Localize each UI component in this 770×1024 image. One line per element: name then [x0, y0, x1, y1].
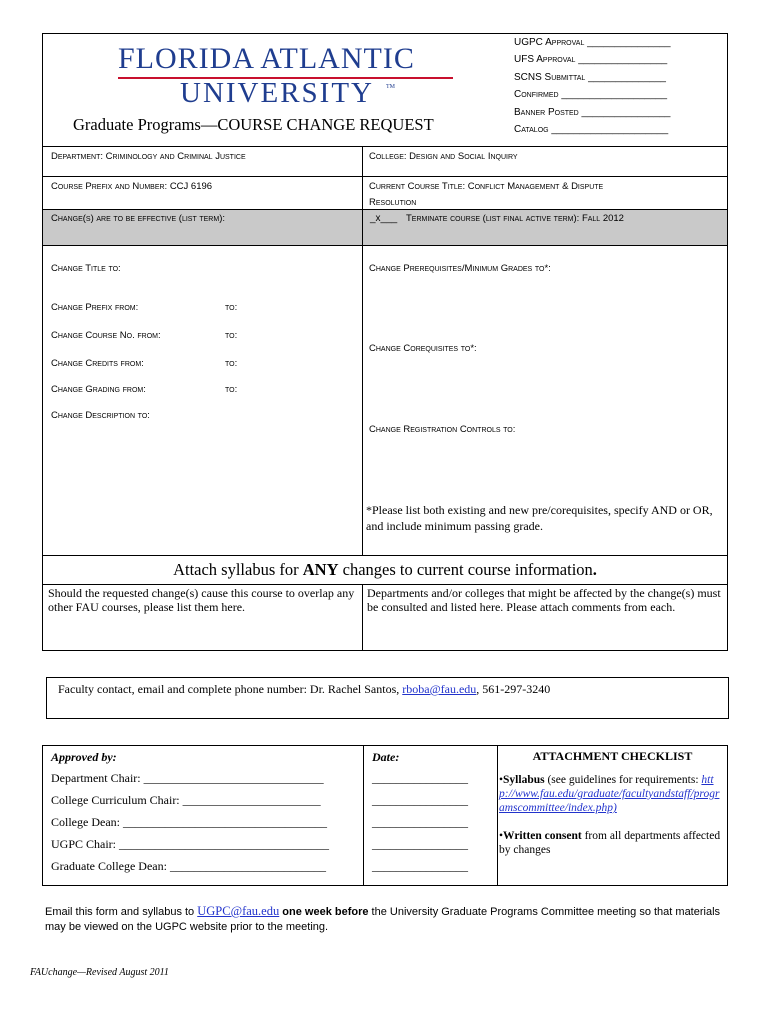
date-line-2: ________________: [372, 793, 468, 807]
checklist-cell: [497, 745, 728, 886]
date-label: Date:: [372, 750, 400, 764]
approval-scns: SCNS Submittal ______________: [514, 71, 666, 83]
date-line-5: ________________: [372, 859, 468, 873]
terminate-mark: _x___: [370, 213, 398, 224]
syllabus-text: [42, 560, 728, 580]
date-line-1: ________________: [372, 771, 468, 785]
checklist-consent-text: from all departments affected by changes: [499, 830, 721, 856]
syllabus-dot: .: [592, 560, 597, 579]
overlap-text: Should the requested change(s) cause this course to overlap any other FAU courses, please list them here.: [48, 586, 355, 614]
syllabus-post: changes to current course information: [338, 560, 593, 579]
change-prereq-label: Change Prerequisites/Minimum Grades to*:: [369, 263, 551, 274]
faculty-email-link[interactable]: rboba@fau.edu: [402, 682, 477, 696]
college-label: College: Design and Social Inquiry: [369, 151, 518, 162]
signer-graduate-college-dean: Graduate College Dean: __________________________: [51, 859, 326, 873]
signer-college-dean: College Dean: __________________________________: [51, 815, 327, 829]
logo-tm: TM: [386, 84, 395, 90]
department-label: Department: Criminology and Criminal Justice: [51, 151, 246, 162]
logo-line2: UNIVERSITY: [180, 77, 374, 109]
faculty-contact-pre: Faculty contact, email and complete phone number: Dr. Rachel Santos,: [58, 682, 403, 696]
change-prefix-to: to:: [225, 302, 238, 313]
approval-banner: Banner Posted ________________: [514, 106, 671, 118]
ugpc-email-link[interactable]: UGPC@fau.edu: [197, 904, 280, 918]
checklist-syllabus-bold: Syllabus: [503, 774, 545, 786]
checklist-syllabus-text: (see guidelines for requirements:: [544, 774, 699, 786]
guidelines-link[interactable]: http://www.fau.edu/graduate/facultyandstaff/programscommittee/index.php): [499, 774, 720, 814]
approval-confirmed: Confirmed ___________________: [514, 89, 667, 101]
change-credits-to: to:: [225, 358, 238, 369]
syllabus-any: ANY: [302, 560, 339, 579]
change-credits-label: Change Credits from:: [51, 358, 144, 369]
change-course-no-to: to:: [225, 330, 238, 341]
checklist-title: ATTACHMENT CHECKLIST: [532, 749, 693, 763]
email-note-pre: Email this form and syllabus to: [45, 906, 198, 918]
change-course-no-label: Change Course No. from:: [51, 330, 161, 341]
prereq-note: *Please list both existing and new pre/corequisites, specify AND or OR, and include minimum passing grade.: [366, 503, 713, 533]
bullet-icon: •: [499, 830, 504, 842]
left-changes-cell: [42, 245, 363, 556]
approval-ufs: UFS Approval ________________: [514, 54, 668, 66]
course-prefix-label: Course Prefix and Number: CCJ 6196: [51, 181, 213, 192]
change-description-label: Change Description to:: [51, 410, 150, 421]
email-note-bold: one week before: [279, 906, 369, 918]
date-line-4: ________________: [372, 837, 468, 851]
course-title-line1: Current Course Title: Conflict Management & Dispute: [369, 181, 604, 192]
faculty-contact-text: [58, 682, 550, 697]
change-coreq-label: Change Corequisites to*:: [369, 343, 477, 354]
fau-logo: [118, 44, 453, 114]
change-grading-label: Change Grading from:: [51, 384, 146, 395]
signer-department-chair: Department Chair: ______________________________: [51, 771, 324, 785]
syllabus-pre: Attach syllabus for: [173, 560, 303, 579]
signer-college-curriculum-chair: College Curriculum Chair: _______________________: [51, 793, 321, 807]
checklist-consent-bold: Written consent: [503, 830, 582, 842]
signer-ugpc-chair: UGPC Chair: ___________________________________: [51, 837, 330, 851]
course-title-line2: Resolution: [369, 197, 417, 208]
email-note-post: the University Graduate Programs Committee meeting so that materials may be viewed on the UGPC website prior to the meeting.: [45, 906, 721, 933]
footer-revision: FAUchange—Revised August 2011: [30, 967, 169, 978]
email-note: [45, 904, 725, 935]
change-registration-label: Change Registration Controls to:: [369, 424, 516, 435]
form-title: Graduate Programs—COURSE CHANGE REQUEST: [73, 115, 434, 134]
checklist-syllabus: [499, 773, 725, 815]
date-line-3: ________________: [372, 815, 468, 829]
approval-ugpc: UGPC Approval _______________: [514, 37, 671, 48]
change-prefix-label: Change Prefix from:: [51, 302, 139, 313]
change-title-label: Change Title to:: [51, 263, 121, 274]
faculty-contact-post: , 561-297-3240: [476, 682, 551, 696]
approved-by-label: Approved by:: [51, 750, 117, 764]
approval-list: [514, 37, 726, 141]
bullet-icon: •: [499, 774, 504, 786]
checklist-consent: [499, 829, 725, 857]
change-grading-to: to:: [225, 384, 238, 395]
terminate-label: Terminate course (list final active term): Fall 2012: [406, 213, 624, 224]
effective-label: Change(s) are to be effective (list term):: [51, 213, 225, 224]
approval-catalog: Catalog _____________________: [514, 123, 669, 135]
departments-text: Departments and/or colleges that might be affected by the change(s) must be consulted and listed here. Please attach comments from each.: [367, 586, 721, 614]
logo-line1: FLORIDA ATLANTIC: [118, 42, 415, 75]
